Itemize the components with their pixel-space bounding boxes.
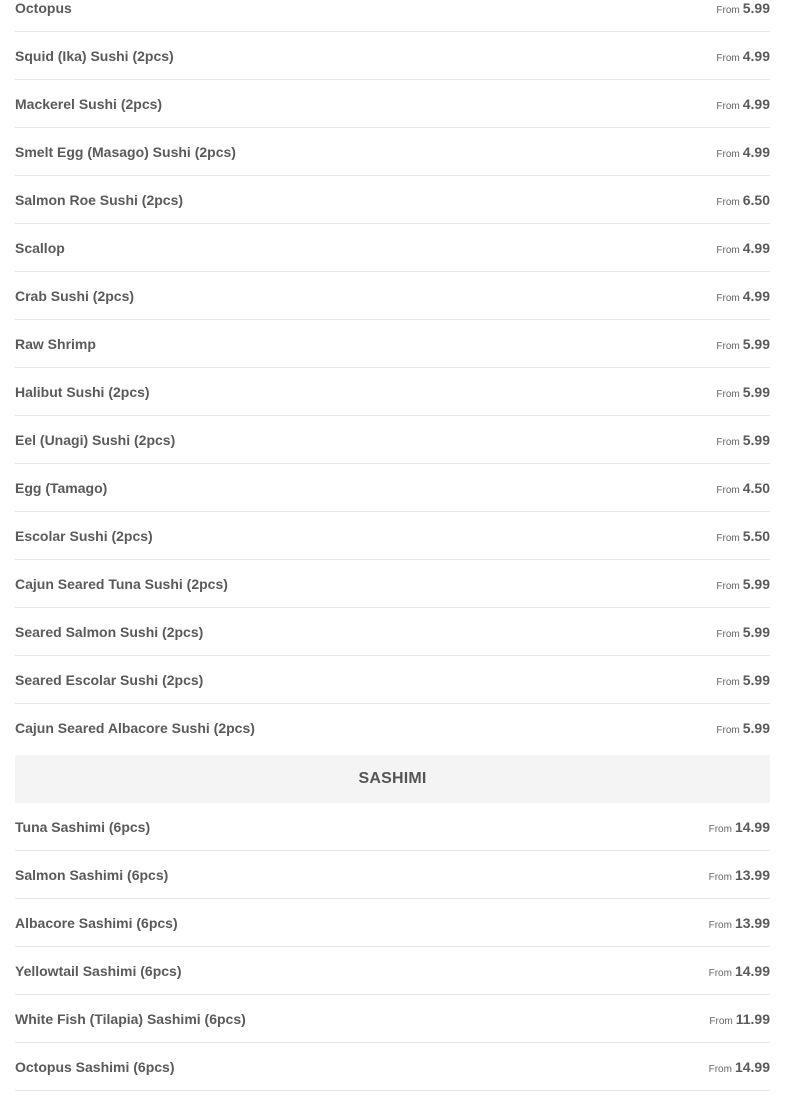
- menu-item-price: 4.50: [742, 480, 770, 496]
- section-header-sashimi: [15, 755, 770, 803]
- menu-item-row[interactable]: [15, 995, 770, 1043]
- menu-item-price: 4.99: [742, 240, 770, 256]
- menu-item-price-group: [716, 144, 770, 163]
- menu-item-row[interactable]: [15, 416, 770, 464]
- sushi-item-list: [15, 0, 770, 751]
- menu-item-row[interactable]: [15, 176, 770, 224]
- from-label: From: [708, 920, 732, 931]
- menu-item-row[interactable]: [15, 560, 770, 608]
- menu-item-price: 5.99: [742, 0, 770, 16]
- menu-item-price-group: [716, 384, 770, 403]
- menu-item-price: 14.99: [734, 1059, 770, 1075]
- menu-item-name: Squid (Ika) Sushi (2pcs): [15, 48, 174, 64]
- menu-item-price-group: [716, 192, 770, 211]
- menu-item-price: 5.99: [742, 336, 770, 352]
- menu-item-price-group: [716, 288, 770, 307]
- menu-item-price-group: [716, 672, 770, 691]
- menu-item-row[interactable]: [15, 704, 770, 751]
- menu-item-name: Egg (Tamago): [15, 480, 108, 496]
- menu-item-price-group: [716, 480, 770, 499]
- menu-item-price-group: [716, 720, 770, 739]
- menu-item-name: Scallop: [15, 240, 65, 256]
- menu-item-name: Seared Escolar Sushi (2pcs): [15, 672, 204, 688]
- menu-item-name: Mackerel Sushi (2pcs): [15, 96, 163, 112]
- menu-item-price: 13.99: [734, 915, 770, 931]
- from-label: From: [716, 245, 740, 256]
- menu-item-price: 5.50: [742, 528, 770, 544]
- menu-item-price-group: [716, 240, 770, 259]
- menu-item-name: Eel (Unagi) Sushi (2pcs): [15, 432, 176, 448]
- from-label: From: [716, 101, 740, 112]
- menu-item-price-group: [716, 96, 770, 115]
- menu-item-row[interactable]: [15, 899, 770, 947]
- menu-item-price: 5.99: [742, 720, 770, 736]
- menu-item-row[interactable]: [15, 224, 770, 272]
- menu-item-row[interactable]: [15, 1043, 770, 1091]
- menu-item-name: Tuna Sashimi (6pcs): [15, 819, 151, 835]
- from-label: From: [716, 341, 740, 352]
- section-title: SASHIMI: [358, 770, 427, 787]
- menu-item-row[interactable]: [15, 851, 770, 899]
- menu-item-price: 11.99: [735, 1011, 770, 1027]
- menu-item-price: 5.99: [742, 672, 770, 688]
- menu-item-price-group: [709, 867, 770, 886]
- sashimi-item-list: [15, 803, 770, 1091]
- from-label: From: [716, 437, 740, 448]
- menu-item-row[interactable]: [15, 32, 770, 80]
- menu-item-price: 4.99: [742, 96, 770, 112]
- from-label: From: [708, 1064, 732, 1075]
- menu-item-price-group: [716, 48, 770, 67]
- menu-item-price: 13.99: [734, 867, 770, 883]
- menu-item-row[interactable]: [15, 128, 770, 176]
- from-label: From: [709, 1016, 733, 1027]
- menu-item-price: 5.99: [742, 384, 770, 400]
- menu-item-name: Crab Sushi (2pcs): [15, 288, 135, 304]
- menu-item-name: Smelt Egg (Masago) Sushi (2pcs): [15, 144, 236, 160]
- menu-item-row[interactable]: [15, 608, 770, 656]
- from-label: From: [716, 293, 740, 304]
- menu-item-name: Salmon Sashimi (6pcs): [15, 867, 169, 883]
- from-label: From: [716, 725, 740, 736]
- menu-item-price: 5.99: [742, 624, 770, 640]
- menu-item-price: 14.99: [734, 819, 770, 835]
- menu-item-name: Seared Salmon Sushi (2pcs): [15, 624, 204, 640]
- menu-item-row[interactable]: [15, 80, 770, 128]
- from-label: From: [716, 581, 740, 592]
- menu-item-row[interactable]: [15, 464, 770, 512]
- menu-item-price-group: [709, 819, 770, 838]
- menu-item-price-group: [716, 336, 770, 355]
- from-label: From: [708, 872, 732, 883]
- menu-item-price: 4.99: [742, 144, 770, 160]
- from-label: From: [716, 533, 740, 544]
- from-label: From: [716, 53, 740, 64]
- from-label: From: [716, 629, 740, 640]
- menu-item-row[interactable]: [15, 368, 770, 416]
- menu-list: [15, 0, 770, 1091]
- menu-item-price-group: [716, 528, 770, 547]
- menu-item-row[interactable]: [15, 656, 770, 704]
- menu-item-name: Albacore Sashimi (6pcs): [15, 915, 178, 931]
- menu-item-price-group: [709, 1011, 770, 1030]
- menu-item-name: Salmon Roe Sushi (2pcs): [15, 192, 184, 208]
- from-label: From: [708, 968, 732, 979]
- menu-item-price-group: [716, 0, 770, 19]
- menu-item-price: 6.50: [742, 192, 770, 208]
- menu-item-price-group: [709, 915, 770, 934]
- menu-item-name: Cajun Seared Albacore Sushi (2pcs): [15, 720, 255, 736]
- from-label: From: [716, 677, 740, 688]
- menu-item-price: 5.99: [742, 432, 770, 448]
- from-label: From: [716, 197, 740, 208]
- menu-item-price-group: [716, 432, 770, 451]
- menu-item-name: Escolar Sushi (2pcs): [15, 528, 153, 544]
- menu-item-name: Cajun Seared Tuna Sushi (2pcs): [15, 576, 228, 592]
- menu-item-name: White Fish (Tilapia) Sashimi (6pcs): [15, 1011, 246, 1027]
- menu-item-price-group: [716, 624, 770, 643]
- menu-item-row[interactable]: [15, 803, 770, 851]
- menu-item-price: 4.99: [742, 48, 770, 64]
- menu-item-price-group: [709, 963, 770, 982]
- menu-item-row[interactable]: [15, 947, 770, 995]
- menu-item-name: Halibut Sushi (2pcs): [15, 384, 150, 400]
- menu-item-price: 14.99: [734, 963, 770, 979]
- menu-item-row[interactable]: [15, 512, 770, 560]
- from-label: From: [716, 149, 740, 160]
- menu-item-row[interactable]: [15, 0, 770, 32]
- menu-item-price: 4.99: [742, 288, 770, 304]
- menu-item-price-group: [716, 576, 770, 595]
- menu-item-row[interactable]: [15, 272, 770, 320]
- menu-item-row[interactable]: [15, 320, 770, 368]
- from-label: From: [716, 389, 740, 400]
- menu-item-name: Yellowtail Sashimi (6pcs): [15, 963, 182, 979]
- from-label: From: [716, 485, 740, 496]
- menu-item-name: Octopus Sashimi (6pcs): [15, 1059, 175, 1075]
- menu-item-price: 5.99: [742, 576, 770, 592]
- menu-item-name: Octopus: [15, 0, 72, 16]
- from-label: From: [708, 824, 732, 835]
- menu-item-price-group: [709, 1059, 770, 1078]
- menu-item-name: Raw Shrimp: [15, 336, 96, 352]
- from-label: From: [716, 5, 740, 16]
